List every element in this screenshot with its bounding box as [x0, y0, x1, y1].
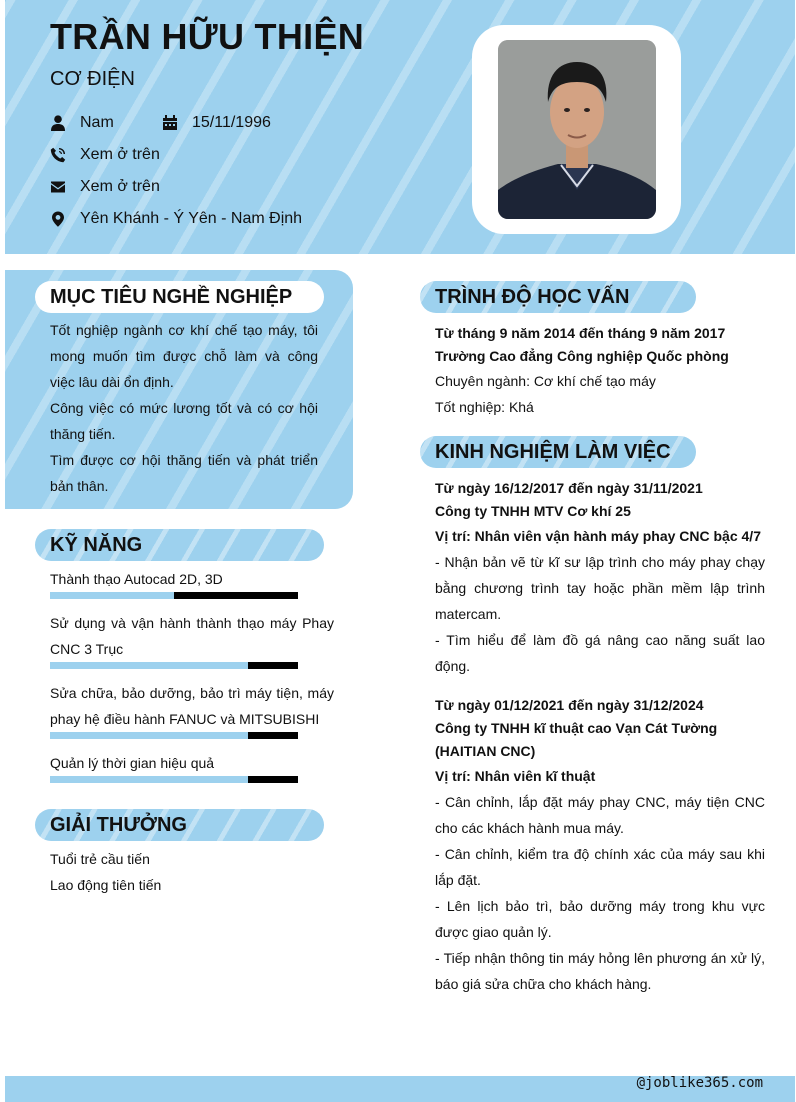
email-value: Xem ở trên — [80, 178, 160, 195]
skill-label: Quản lý thời gian hiệu quả — [50, 755, 215, 771]
job-tasks — [435, 789, 765, 997]
education-major: Chuyên ngành: Cơ khí chế tạo máy — [435, 373, 656, 389]
job-task: - Cân chỉnh, lắp đặt máy phay CNC, máy tiện CNC cho các khách hành mua máy. — [435, 794, 765, 836]
address-value: Yên Khánh - Ý Yên - Nam Định — [80, 210, 303, 227]
skill-level-fill — [50, 776, 248, 783]
phone-icon — [50, 147, 66, 163]
skill-label: Sử dụng và vận hành thành thạo máy Phay CNC 3 Trục — [50, 615, 334, 657]
job-task: - Lên lịch bảo trì, bảo dưỡng máy trong khu vực được giao quản lý. — [435, 898, 765, 940]
footer-watermark: @joblike365.com — [636, 1075, 763, 1091]
objective-paragraph: Tốt nghiệp ngành cơ khí chế tạo máy, tôi mong muốn tìm được chỗ làm và công việc lâu dài ổn định. — [50, 322, 318, 390]
job-period: Từ ngày 16/12/2017 đến ngày 31/11/2021 — [435, 480, 703, 496]
job-company: Công ty TNHH MTV Cơ khí 25 — [435, 503, 631, 519]
phone-row — [50, 144, 160, 166]
award-item: Tuổi trẻ cầu tiến — [50, 851, 150, 867]
objective-text — [50, 317, 318, 499]
gender-value: Nam — [80, 114, 114, 131]
profile-photo — [498, 40, 656, 219]
skill-label: Sửa chữa, bảo dưỡng, bảo trì máy tiện, máy phay hệ điều hành FANUC và MITSUBISHI — [50, 685, 334, 727]
phone-value: Xem ở trên — [80, 146, 160, 163]
education-grade: Tốt nghiệp: Khá — [435, 399, 534, 415]
skill-level-bar — [50, 592, 298, 599]
skill-level-fill — [50, 662, 248, 669]
objective-paragraph: Công việc có mức lương tốt và có cơ hội thăng tiến. — [50, 400, 318, 442]
footer-bar — [5, 1076, 795, 1102]
education-school: Trường Cao đẳng Công nghiệp Quốc phòng — [435, 348, 729, 364]
skill-level-bar — [50, 732, 298, 739]
skill-level-bar — [50, 776, 298, 783]
header-banner — [5, 0, 795, 254]
skills-section-title: KỸ NĂNG — [35, 529, 324, 561]
skill-label: Thành thạo Autocad 2D, 3D — [50, 571, 223, 587]
candidate-name: TRẦN HỮU THIỆN — [50, 16, 365, 57]
person-icon — [50, 115, 66, 131]
objective-section-title: MỤC TIÊU NGHỀ NGHIỆP — [35, 281, 324, 313]
calendar-icon — [162, 115, 178, 131]
job-company: Công ty TNHH kĩ thuật cao Vạn Cát Tường (HAITIAN CNC) — [435, 720, 718, 759]
dob-value: 15/11/1996 — [192, 114, 271, 131]
award-item: Lao động tiên tiến — [50, 877, 162, 893]
job-task: - Nhận bản vẽ từ kĩ sư lập trình cho máy phay chạy bằng chương trình tay hoặc phần mềm lập trình matercam. — [435, 554, 765, 622]
email-row — [50, 176, 160, 198]
address-row — [50, 208, 302, 230]
objective-paragraph: Tìm được cơ hội thăng tiến và phát triển bản thân. — [50, 452, 318, 494]
job-task: - Cân chỉnh, kiểm tra độ chính xác của máy sau khi lắp đặt. — [435, 846, 765, 888]
gender-row — [50, 112, 114, 134]
job-task: - Tiếp nhận thông tin máy hỏng lên phương án xử lý, báo giá sửa chữa cho khách hàng. — [435, 950, 765, 992]
job-position: Vị trí: Nhân viên vận hành máy phay CNC bậc 4/7 — [435, 528, 761, 544]
skill-level-fill — [50, 592, 174, 599]
experience-section-title: KINH NGHIỆM LÀM VIỆC — [420, 436, 696, 468]
photo-frame — [472, 25, 681, 234]
education-period: Từ tháng 9 năm 2014 đến tháng 9 năm 2017 — [435, 325, 726, 341]
envelope-icon — [50, 179, 66, 195]
skill-level-fill — [50, 732, 248, 739]
skill-level-bar — [50, 662, 298, 669]
location-pin-icon — [50, 211, 66, 227]
job-period: Từ ngày 01/12/2021 đến ngày 31/12/2024 — [435, 697, 704, 713]
job-position: Vị trí: Nhân viên kĩ thuật — [435, 768, 596, 784]
job-task: - Tìm hiểu để làm đồ gá nâng cao năng suất lao động. — [435, 632, 765, 674]
job-tasks — [435, 549, 765, 679]
job-title: CƠ ĐIỆN — [50, 68, 135, 90]
awards-section-title: GIẢI THƯỞNG — [35, 809, 324, 841]
dob-row — [162, 112, 271, 134]
education-section-title: TRÌNH ĐỘ HỌC VẤN — [420, 281, 696, 313]
